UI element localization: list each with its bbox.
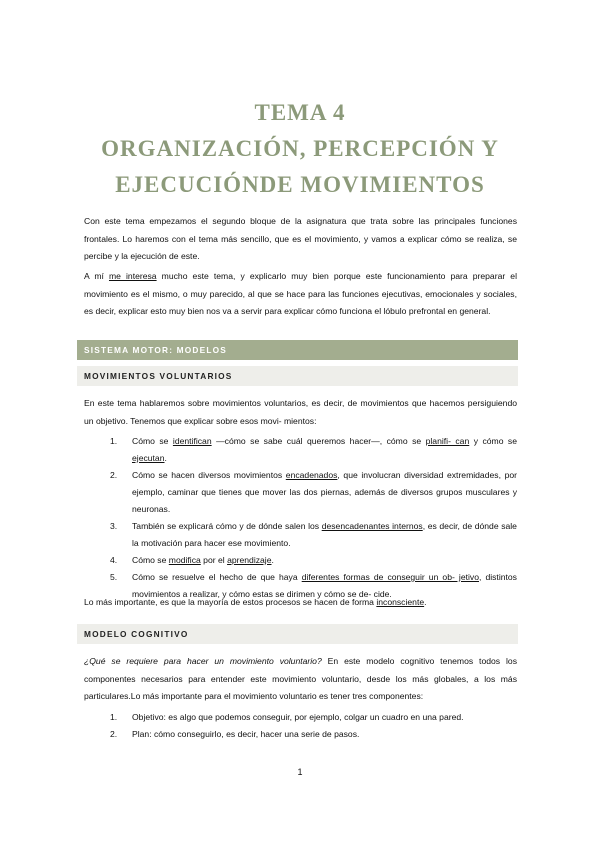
list-item-number: 2. [110, 470, 118, 480]
list-item-number: 4. [110, 555, 118, 565]
list-item-underlined: planifi- can [425, 436, 470, 446]
intro-paragraph-2 [84, 268, 517, 321]
page-number: 1 [297, 767, 303, 777]
list-item-underlined: diferentes formas de conseguir un ob- jetivo [301, 572, 479, 582]
list-item [110, 552, 517, 569]
section2-intro [84, 653, 517, 706]
list-item-text: —cómo se sabe cuál queremos hacer—, cómo se [211, 436, 426, 446]
list-item-text: Cómo se [132, 436, 173, 446]
list-item [110, 518, 517, 552]
section1-closing [84, 594, 517, 612]
list-item-text: , que involucran diversidad extremidades, por ejemplo, caminar que tienes que mover las dos piernas, además de diversos grupos musculares y neuronas. [132, 470, 518, 514]
title-line-1: TEMA 4 [254, 100, 346, 125]
closing-text-a: Lo más importante, es que la mayoría de estos procesos se hacen de forma [84, 597, 377, 607]
intro-p2-text-b: mucho este tema, y explicarlo muy bien porque este funcionamiento para preparar el movimiento es el mismo, o muy parecido, al que se hace para las funciones ejecutivas, emocionales y sociales, es decir, explicar esto muy bien nos va a servir para explicar cómo funciona el lóbulo prefrontal en general. [84, 271, 517, 316]
list-item-text: Plan: cómo conseguirlo, es decir, hacer una serie de pasos. [132, 729, 360, 739]
list-item-number: 3. [110, 521, 118, 531]
list-item-underlined: modifica [168, 555, 201, 565]
list-item-underlined: encadenados [285, 470, 338, 480]
list-item [110, 433, 517, 467]
list-item-text: . [271, 555, 274, 565]
section2-text: En este modelo cognitivo tenemos todos los componentes necesarios para entender este movimiento voluntario, desde los más globales, a los más particulares.Lo más importante para el movimiento voluntario es tener tres componentes: [84, 656, 517, 701]
list-item-underlined: aprendizaje [227, 555, 272, 565]
list-item [110, 709, 517, 726]
list-item-underlined: desencadenantes internos [321, 521, 423, 531]
list-item-underlined: ejecutan [132, 453, 165, 463]
closing-text-b: . [424, 597, 427, 607]
list-item-number: 5. [110, 572, 118, 582]
list-item-text: Cómo se resuelve el hecho de que haya [132, 572, 302, 582]
intro-p2-text-a: A mí [84, 271, 109, 281]
list-item-text: y cómo se [469, 436, 518, 446]
list-item-text: Cómo se hacen diversos movimientos [132, 470, 286, 480]
closing-underlined: inconsciente [376, 597, 425, 607]
list-item-text: , es decir, de dónde sale la motivación para hacer ese movimiento. [132, 521, 517, 548]
subheader-movimientos-voluntarios: MOVIMIENTOS VOLUNTARIOS [77, 366, 518, 386]
list-item-text: Cómo se [132, 555, 169, 565]
section1-list [110, 433, 517, 603]
list-item [110, 467, 517, 518]
section2-question: ¿Qué se requiere para hacer un movimiento voluntario? [84, 656, 322, 666]
list-item-number: 1. [110, 712, 118, 722]
list-item-underlined: identifican [172, 436, 212, 446]
section1-intro: En este tema hablaremos sobre movimientos voluntarios, es decir, de movimientos que hacemos persiguiendo un objetivo. Tenemos que explicar sobre esos movi- mientos: [84, 398, 517, 426]
list-item-number: 2. [110, 729, 118, 739]
section2-list [110, 709, 517, 743]
intro-p2-underlined: me interesa [108, 271, 157, 281]
list-item-text: También se explicará cómo y de dónde salen los [132, 521, 322, 531]
section-header-sistema-motor: SISTEMA MOTOR: MODELOS [77, 340, 518, 360]
list-item-text: por el [200, 555, 228, 565]
intro-paragraph-1: Con este tema empezamos el segundo bloque de la asignatura que trata sobre las principales funciones frontales. Lo haremos con el tema más sencillo, que es el movimiento, y vamos a explicar cómo se realiza, se percibe y la ejecución de este. [84, 216, 517, 261]
title-line-2: ORGANIZACIÓN, PERCEPCIÓN Y [101, 136, 499, 161]
subheader-modelo-cognitivo: MODELO COGNITIVO [77, 624, 518, 644]
list-item-text: Objetivo: es algo que podemos conseguir, por ejemplo, colgar un cuadro en una pared. [132, 712, 464, 722]
list-item [110, 726, 517, 743]
list-item-number: 1. [110, 436, 118, 446]
list-item-text: . [164, 453, 167, 463]
list-item-text: , distintos movimientos a realizar, y cómo estas se dirimen y cómo se de- cide. [132, 572, 517, 599]
title-line-3: EJECUCIÓNDE MOVIMIENTOS [115, 172, 485, 197]
